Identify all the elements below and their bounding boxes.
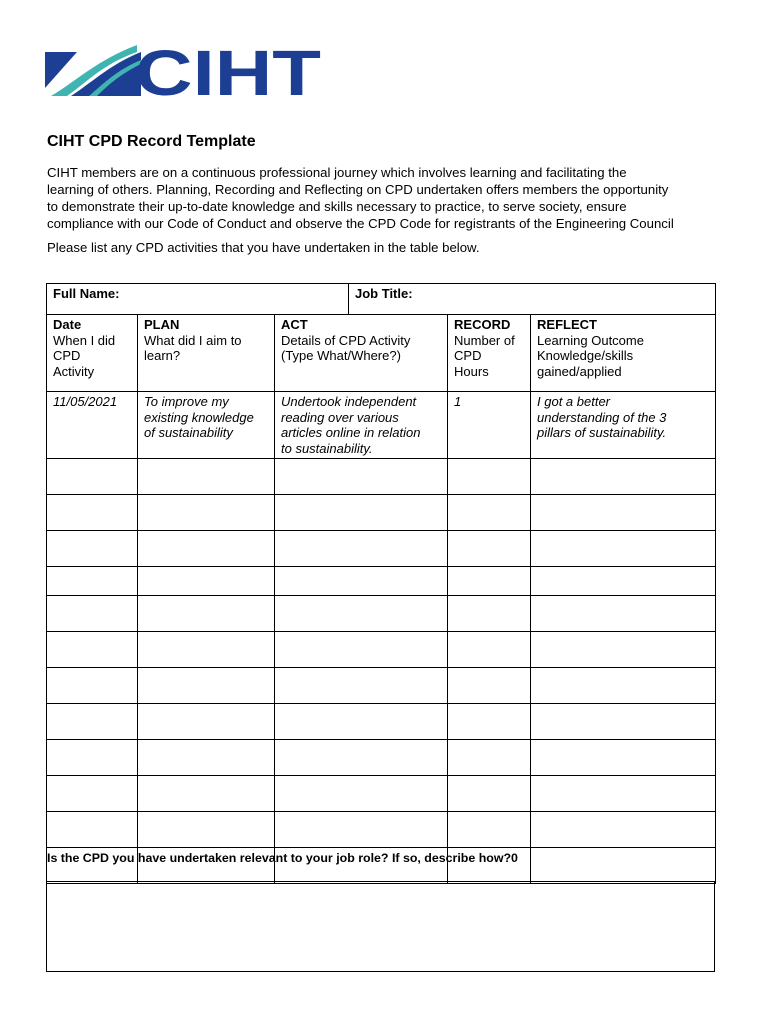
empty-plan-cell[interactable] — [138, 668, 275, 704]
header-desc-line: Activity — [53, 363, 95, 379]
empty-reflect-cell[interactable] — [531, 812, 716, 848]
header-title: PLAN — [144, 317, 180, 332]
empty-reflect-cell[interactable] — [531, 531, 716, 567]
empty-record-cell[interactable] — [448, 668, 531, 704]
header-desc-line: What did I aim to — [144, 332, 242, 348]
empty-reflect-cell[interactable] — [531, 776, 716, 812]
empty-plan-cell[interactable] — [138, 812, 275, 848]
empty-act-cell[interactable] — [275, 740, 448, 776]
empty-record-cell[interactable] — [448, 776, 531, 812]
empty-act-cell[interactable] — [275, 459, 448, 495]
empty-plan-cell[interactable] — [138, 596, 275, 632]
empty-rows — [47, 459, 716, 884]
header-desc-line: Learning Outcome — [537, 332, 644, 348]
empty-reflect-cell[interactable] — [531, 740, 716, 776]
empty-date-cell[interactable] — [47, 812, 138, 848]
empty-reflect-cell[interactable] — [531, 596, 716, 632]
empty-plan-cell[interactable] — [138, 704, 275, 740]
header-desc-line: Number of — [454, 332, 515, 348]
empty-act-cell[interactable] — [275, 632, 448, 668]
empty-act-cell[interactable] — [275, 704, 448, 740]
logo-swoosh-icon — [45, 45, 141, 96]
empty-record-cell[interactable] — [448, 812, 531, 848]
relevance-answer-box[interactable] — [46, 881, 715, 972]
empty-record-cell[interactable] — [448, 531, 531, 567]
empty-record-cell[interactable] — [448, 740, 531, 776]
empty-record-row — [47, 668, 716, 704]
header-title: ACT — [281, 317, 308, 332]
relevance-question: Is the CPD you have undertaken relevant to your job role? If so, describe how?0 — [47, 851, 518, 865]
example-date-cell[interactable] — [47, 392, 138, 459]
empty-record-row — [47, 704, 716, 740]
empty-plan-cell[interactable] — [138, 567, 275, 596]
header-title: REFLECT — [537, 317, 597, 332]
intro-line: compliance with our Code of Conduct and observe the CPD Code for registrants of the Engineering Council — [47, 216, 674, 231]
intro-line: CIHT members are on a continuous professional journey which involves learning and facilitating the — [47, 165, 627, 180]
cell-line: of sustainability — [144, 425, 233, 440]
example-record-cell[interactable] — [448, 392, 531, 459]
cell-line: to sustainability. — [281, 440, 373, 456]
empty-record-row — [47, 567, 716, 596]
empty-date-cell[interactable] — [47, 632, 138, 668]
intro-paragraph — [47, 164, 737, 232]
header-plan — [138, 315, 275, 392]
empty-record-row — [47, 495, 716, 531]
empty-reflect-cell[interactable] — [531, 704, 716, 740]
empty-date-cell[interactable] — [47, 776, 138, 812]
header-desc-line: (Type What/Where?) — [281, 348, 401, 363]
header-act — [275, 315, 448, 392]
empty-reflect-cell[interactable] — [531, 632, 716, 668]
empty-record-cell[interactable] — [448, 495, 531, 531]
empty-record-row — [47, 812, 716, 848]
empty-reflect-cell[interactable] — [531, 567, 716, 596]
full-name-field[interactable] — [47, 284, 349, 315]
example-reflect-cell[interactable] — [531, 392, 716, 459]
page-title: CIHT CPD Record Template — [47, 133, 256, 150]
empty-record-row — [47, 459, 716, 495]
example-row — [47, 392, 716, 459]
empty-act-cell[interactable] — [275, 567, 448, 596]
cell-line: I got a better — [537, 394, 611, 409]
empty-record-cell[interactable] — [448, 567, 531, 596]
empty-plan-cell[interactable] — [138, 776, 275, 812]
empty-record-row — [47, 531, 716, 567]
cpd-record-table — [46, 283, 716, 884]
empty-date-cell[interactable] — [47, 531, 138, 567]
header-desc-line: When I did — [53, 332, 116, 348]
empty-act-cell[interactable] — [275, 776, 448, 812]
cell-line: articles online in relation — [281, 425, 421, 440]
empty-record-row — [47, 632, 716, 668]
name-row — [47, 284, 716, 315]
empty-date-cell[interactable] — [47, 668, 138, 704]
intro-line: learning of others. Planning, Recording and Reflecting on CPD undertaken offers members the opportunity — [47, 182, 669, 197]
cell-line: reading over various — [281, 409, 399, 425]
empty-date-cell[interactable] — [47, 740, 138, 776]
empty-plan-cell[interactable] — [138, 531, 275, 567]
cell-line: pillars of sustainability. — [537, 425, 667, 440]
empty-record-cell[interactable] — [448, 596, 531, 632]
header-desc-line: Knowledge/skills — [537, 348, 634, 363]
header-record — [448, 315, 531, 392]
empty-act-cell[interactable] — [275, 596, 448, 632]
cell-line: To improve my — [144, 394, 229, 409]
empty-plan-cell[interactable] — [138, 459, 275, 495]
empty-record-cell[interactable] — [448, 704, 531, 740]
header-desc-line: CPD — [454, 348, 482, 363]
empty-act-cell[interactable] — [275, 531, 448, 567]
instruction-text: Please list any CPD activities that you have undertaken in the table below. — [47, 240, 480, 255]
logo-wordmark: CIHT — [135, 42, 321, 98]
example-plan-cell[interactable] — [138, 392, 275, 459]
header-row — [47, 315, 716, 392]
empty-reflect-cell[interactable] — [531, 495, 716, 531]
header-title: Date — [53, 317, 82, 332]
header-title: RECORD — [454, 317, 511, 332]
cell-line: 11/05/2021 — [53, 394, 118, 409]
ciht-logo — [45, 42, 325, 98]
cell-line: understanding of the 3 — [537, 409, 667, 425]
header-desc-line: learn? — [144, 348, 181, 363]
empty-reflect-cell[interactable] — [531, 848, 716, 884]
header-reflect — [531, 315, 716, 392]
header-desc-line: Hours — [454, 363, 489, 379]
empty-plan-cell[interactable] — [138, 740, 275, 776]
empty-record-row — [47, 776, 716, 812]
empty-plan-cell[interactable] — [138, 495, 275, 531]
empty-date-cell[interactable] — [47, 596, 138, 632]
empty-record-cell[interactable] — [448, 459, 531, 495]
empty-date-cell[interactable] — [47, 495, 138, 531]
header-desc-line: CPD — [53, 348, 81, 363]
empty-reflect-cell[interactable] — [531, 668, 716, 704]
empty-record-cell[interactable] — [448, 632, 531, 668]
empty-reflect-cell[interactable] — [531, 459, 716, 495]
intro-line: to demonstrate their up-to-date knowledge and skills necessary to practice, to serve society, ensure — [47, 199, 627, 214]
empty-act-cell[interactable] — [275, 668, 448, 704]
header-desc-line: Details of CPD Activity — [281, 332, 411, 348]
example-act-cell[interactable] — [275, 392, 448, 459]
full-name-label: Full Name: — [53, 286, 120, 301]
header-desc-line: gained/applied — [537, 363, 622, 379]
job-title-label: Job Title: — [355, 286, 413, 301]
cell-line: Undertook independent — [281, 394, 417, 409]
empty-plan-cell[interactable] — [138, 632, 275, 668]
empty-date-cell[interactable] — [47, 704, 138, 740]
empty-date-cell[interactable] — [47, 567, 138, 596]
cell-line: existing knowledge — [144, 409, 254, 425]
cell-line: 1 — [454, 394, 462, 409]
job-title-field[interactable] — [349, 284, 716, 315]
empty-act-cell[interactable] — [275, 495, 448, 531]
header-date — [47, 315, 138, 392]
empty-record-row — [47, 740, 716, 776]
empty-record-row — [47, 596, 716, 632]
empty-act-cell[interactable] — [275, 812, 448, 848]
empty-date-cell[interactable] — [47, 459, 138, 495]
